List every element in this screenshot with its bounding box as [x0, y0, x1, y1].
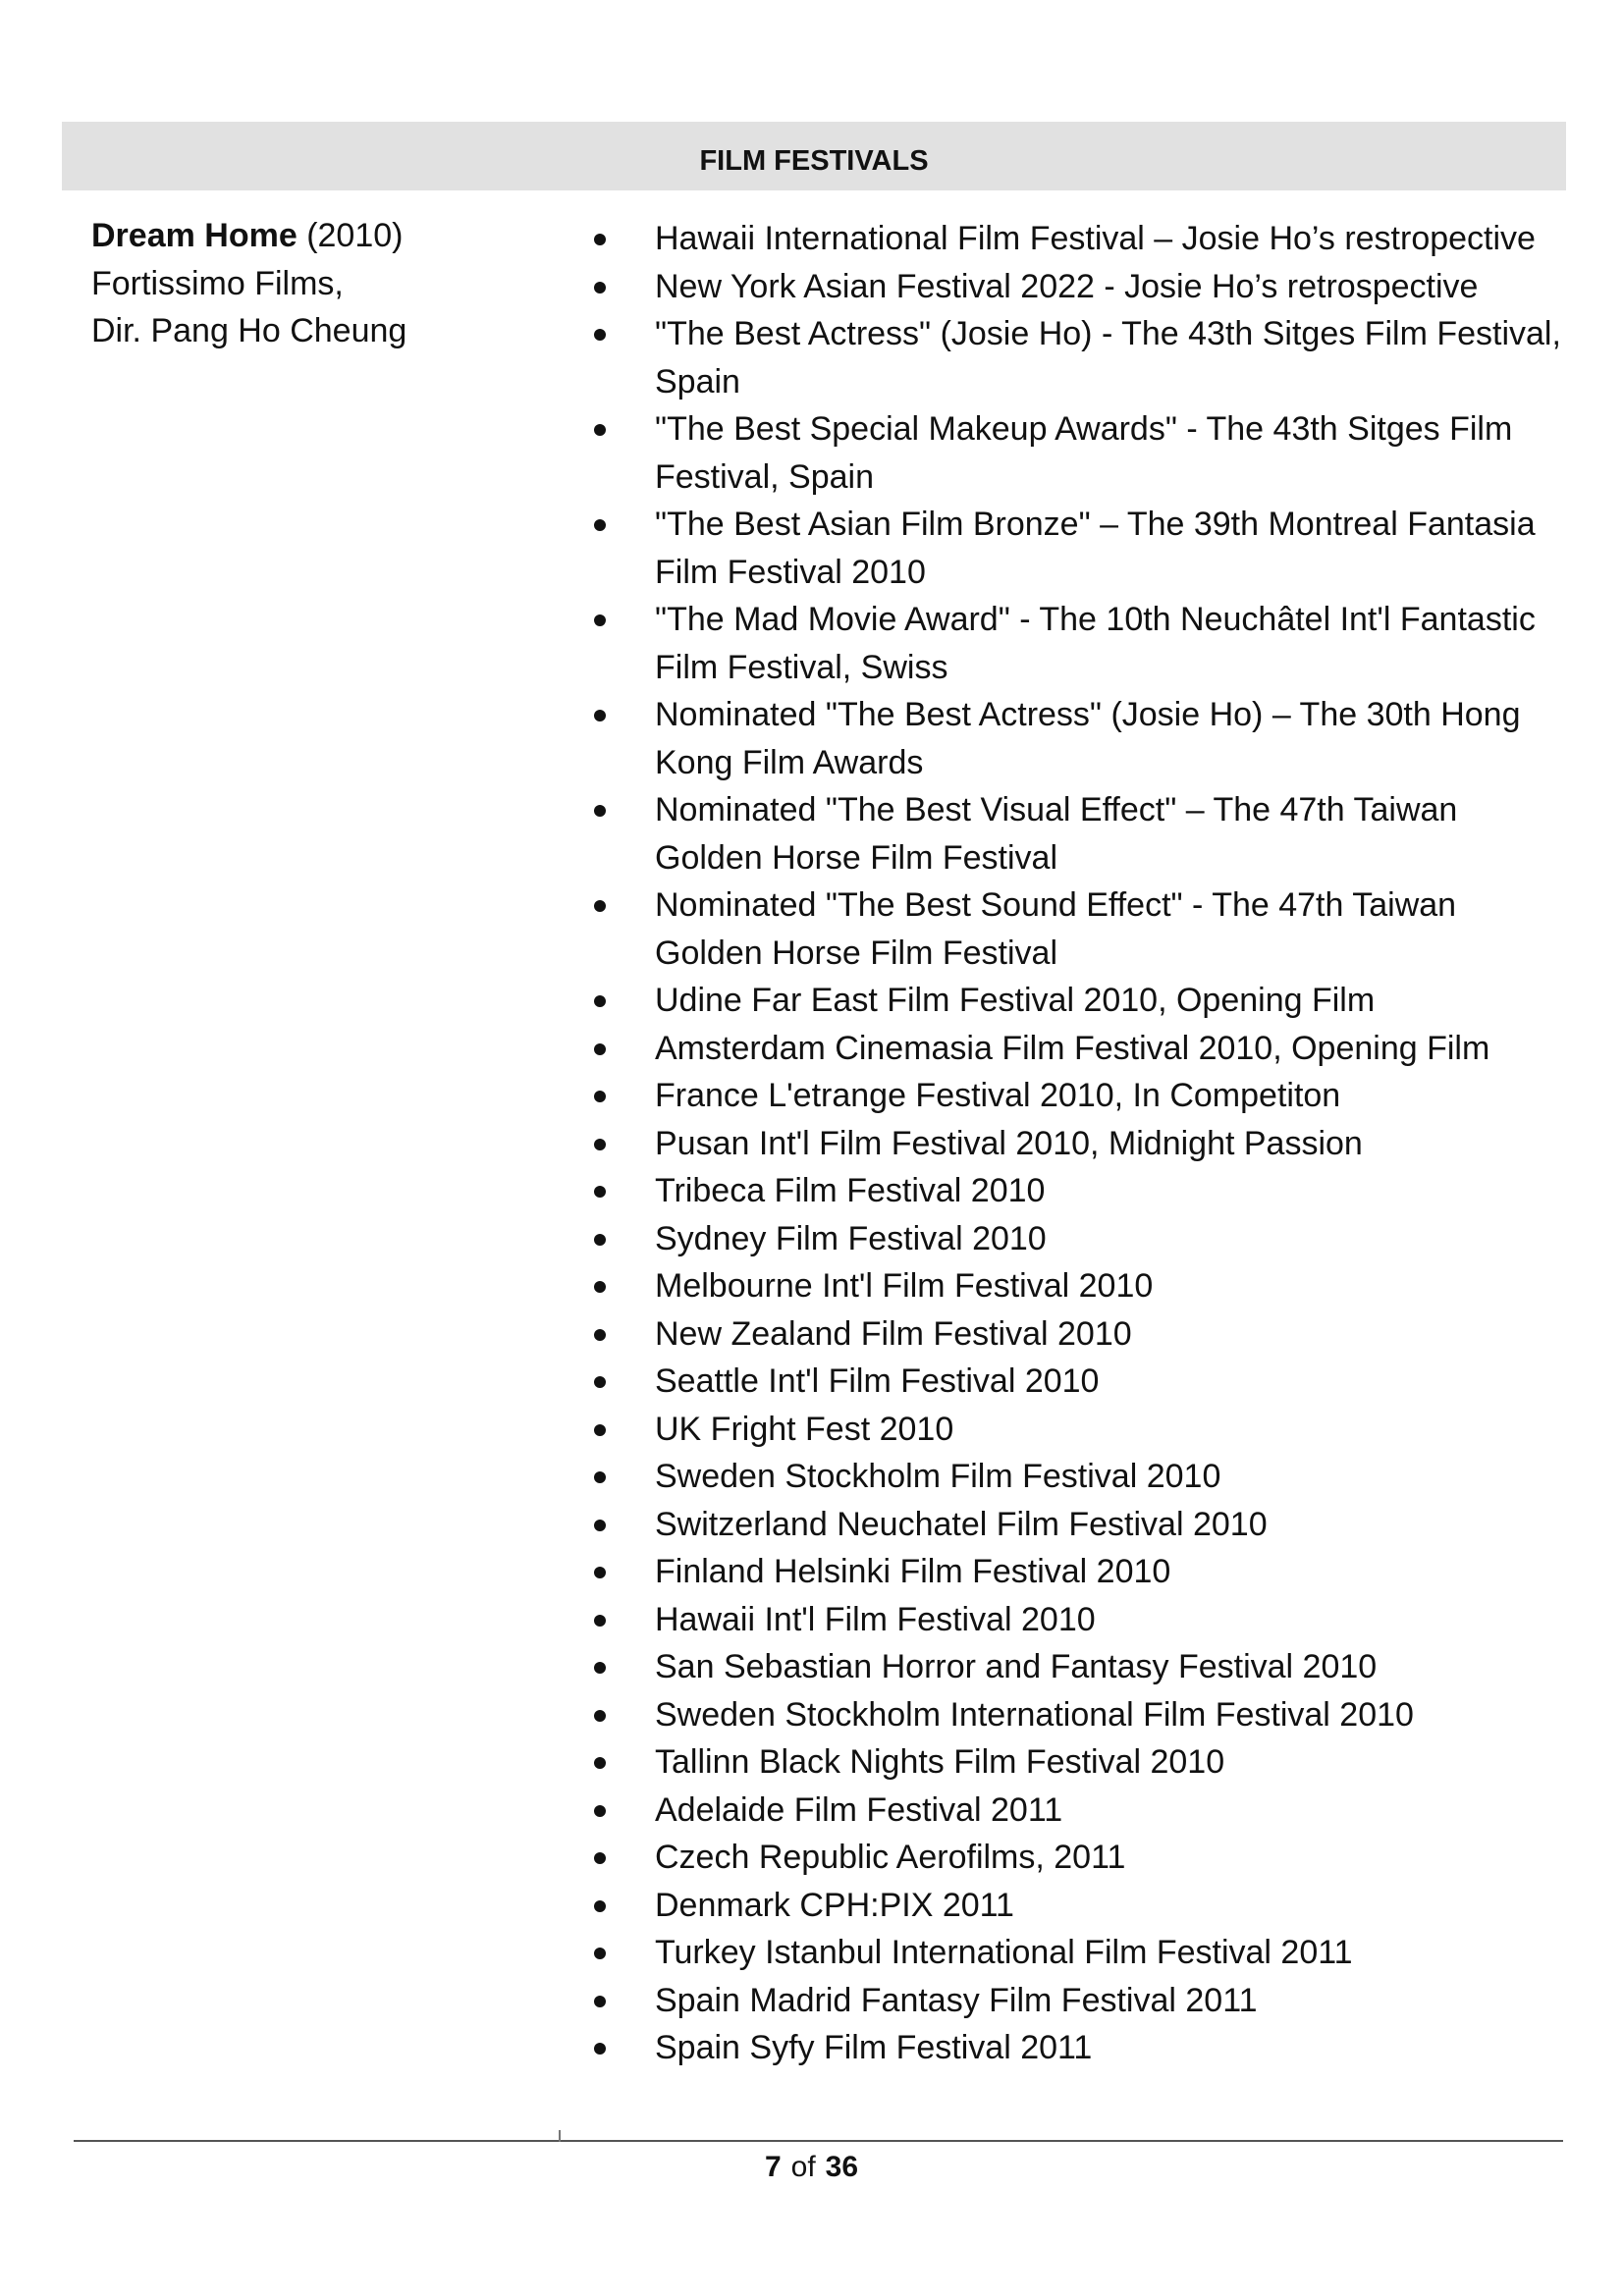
festival-list-item	[594, 1167, 1566, 1215]
festival-list-item	[594, 1310, 1566, 1359]
festival-text: New York Asian Festival 2022 - Josie Ho’s retrospective	[655, 267, 1479, 305]
festival-list-item	[594, 1025, 1566, 1073]
festival-list-item	[594, 1358, 1566, 1406]
festival-list-item	[594, 1072, 1566, 1120]
bullet-icon	[594, 1376, 606, 1388]
bullet-icon	[594, 2043, 606, 2055]
festival-text: "The Best Special Makeup Awards" - The 43th Sitges Film Festival, Spain	[655, 410, 1513, 496]
film-info	[91, 212, 514, 355]
bullet-icon	[594, 1948, 606, 1959]
film-company: Fortissimo Films,	[91, 264, 344, 302]
festival-text: "The Best Asian Film Bronze" – The 39th Montreal Fantasia Film Festival 2010	[655, 506, 1536, 591]
bullet-icon	[594, 1281, 606, 1293]
festival-list-item	[594, 1977, 1566, 2025]
bullet-icon	[594, 900, 606, 912]
festival-list-item	[594, 1548, 1566, 1596]
festival-list-item	[594, 1453, 1566, 1501]
bullet-icon	[594, 1139, 606, 1150]
bullet-icon	[594, 1520, 606, 1531]
festival-text: UK Fright Fest 2010	[655, 1410, 954, 1448]
festival-list-item	[594, 1120, 1566, 1168]
festival-text: Turkey Istanbul International Film Festival 2011	[655, 1934, 1353, 1971]
column-divider	[559, 2130, 561, 2142]
festival-list-item	[594, 1882, 1566, 1930]
festival-list-item	[594, 2024, 1566, 2072]
festival-text: Melbourne Int'l Film Festival 2010	[655, 1267, 1154, 1305]
festival-list-item	[594, 1929, 1566, 1977]
footer-rule-right	[560, 2140, 1563, 2142]
bullet-icon	[594, 805, 606, 817]
festival-text: Hawaii International Film Festival – Josie Ho’s restropective	[655, 220, 1536, 257]
section-header	[62, 122, 1566, 190]
festival-list	[594, 215, 1566, 2072]
festival-list-item	[594, 1215, 1566, 1263]
festival-list-item	[594, 1501, 1566, 1549]
bullet-icon	[594, 1615, 606, 1627]
festival-text: "The Mad Movie Award" - The 10th Neuchâtel Int'l Fantastic Film Festival, Swiss	[655, 601, 1536, 686]
festival-list-item	[594, 215, 1566, 263]
festival-list-item	[594, 1834, 1566, 1882]
festival-list-item	[594, 263, 1566, 311]
bullet-icon	[594, 1471, 606, 1483]
festival-text: Nominated "The Best Visual Effect" – The 47th Taiwan Golden Horse Film Festival	[655, 791, 1458, 877]
festival-list-item	[594, 1787, 1566, 1835]
festival-text: Tribeca Film Festival 2010	[655, 1172, 1046, 1209]
festival-text: Udine Far East Film Festival 2010, Opening Film	[655, 982, 1376, 1019]
festival-text: Switzerland Neuchatel Film Festival 2010	[655, 1505, 1268, 1543]
bullet-icon	[594, 424, 606, 436]
festival-text: San Sebastian Horror and Fantasy Festival 2010	[655, 1648, 1378, 1685]
festival-text: Sweden Stockholm Film Festival 2010	[655, 1458, 1221, 1495]
bullet-icon	[594, 1567, 606, 1578]
festival-text: Denmark CPH:PIX 2011	[655, 1886, 1014, 1924]
page-of-label: of	[790, 2151, 816, 2183]
festival-list-item	[594, 405, 1566, 501]
festival-text: Spain Syfy Film Festival 2011	[655, 2029, 1093, 2066]
section-title: FILM FESTIVALS	[699, 145, 929, 177]
festival-text: Finland Helsinki Film Festival 2010	[655, 1553, 1171, 1590]
current-page: 7	[764, 2151, 782, 2183]
festival-text: Hawaii Int'l Film Festival 2010	[655, 1600, 1096, 1638]
bullet-icon	[594, 1662, 606, 1674]
bullet-icon	[594, 1852, 606, 1864]
festival-text: Nominated "The Best Actress" (Josie Ho) – The 30th Hong Kong Film Awards	[655, 696, 1521, 781]
film-year: (2010)	[297, 217, 404, 254]
festival-text: Czech Republic Aerofilms, 2011	[655, 1839, 1126, 1876]
festival-text: Spain Madrid Fantasy Film Festival 2011	[655, 1981, 1258, 2019]
bullet-icon	[594, 710, 606, 721]
bullet-icon	[594, 1900, 606, 1912]
festival-list-item	[594, 977, 1566, 1025]
festival-list-item	[594, 501, 1566, 596]
festival-text: Seattle Int'l Film Festival 2010	[655, 1362, 1100, 1400]
film-title: Dream Home	[91, 217, 298, 254]
festival-list-item	[594, 1738, 1566, 1787]
bullet-icon	[594, 329, 606, 341]
festival-list-item	[594, 310, 1566, 405]
festival-text: Sweden Stockholm International Film Festival 2010	[655, 1695, 1414, 1734]
bullet-icon	[594, 1329, 606, 1341]
bullet-icon	[594, 995, 606, 1007]
festival-text: "The Best Actress" (Josie Ho) - The 43th Sitges Film Festival, Spain	[655, 315, 1561, 400]
bullet-icon	[594, 1710, 606, 1722]
bullet-icon	[594, 234, 606, 245]
film-title-line	[91, 212, 514, 260]
bullet-icon	[594, 519, 606, 531]
festival-text: New Zealand Film Festival 2010	[655, 1314, 1132, 1353]
festival-list-item	[594, 1596, 1566, 1644]
festival-text: Tallinn Black Nights Film Festival 2010	[655, 1743, 1225, 1781]
film-director: Dir. Pang Ho Cheung	[91, 312, 407, 349]
bullet-icon	[594, 1091, 606, 1102]
festival-list-item	[594, 1262, 1566, 1310]
footer-rule-left	[74, 2140, 560, 2142]
festival-text: Adelaide Film Festival 2011	[655, 1790, 1063, 1829]
bullet-icon	[594, 1805, 606, 1817]
festival-text: Amsterdam Cinemasia Film Festival 2010, Opening Film	[655, 1029, 1490, 1067]
festival-list-item	[594, 786, 1566, 881]
bullet-icon	[594, 614, 606, 626]
bullet-icon	[594, 1757, 606, 1769]
festival-text: Sydney Film Festival 2010	[655, 1219, 1047, 1257]
bullet-icon	[594, 1234, 606, 1246]
bullet-icon	[594, 1996, 606, 2007]
festival-list-item	[594, 1406, 1566, 1454]
bullet-icon	[594, 1043, 606, 1055]
bullet-icon	[594, 1186, 606, 1198]
festival-list-item	[594, 1691, 1566, 1739]
festival-list-item	[594, 596, 1566, 691]
bullet-icon	[594, 1424, 606, 1436]
festival-text: Nominated "The Best Sound Effect" - The 47th Taiwan Golden Horse Film Festival	[655, 886, 1457, 972]
total-pages: 36	[825, 2151, 859, 2183]
bullet-icon	[594, 282, 606, 294]
page-number	[0, 2150, 1623, 2185]
festival-list-item	[594, 691, 1566, 786]
festival-text: Pusan Int'l Film Festival 2010, Midnight Passion	[655, 1124, 1363, 1162]
festival-list-item	[594, 881, 1566, 977]
festival-list-item	[594, 1643, 1566, 1691]
festival-text: France L'etrange Festival 2010, In Competiton	[655, 1077, 1341, 1114]
